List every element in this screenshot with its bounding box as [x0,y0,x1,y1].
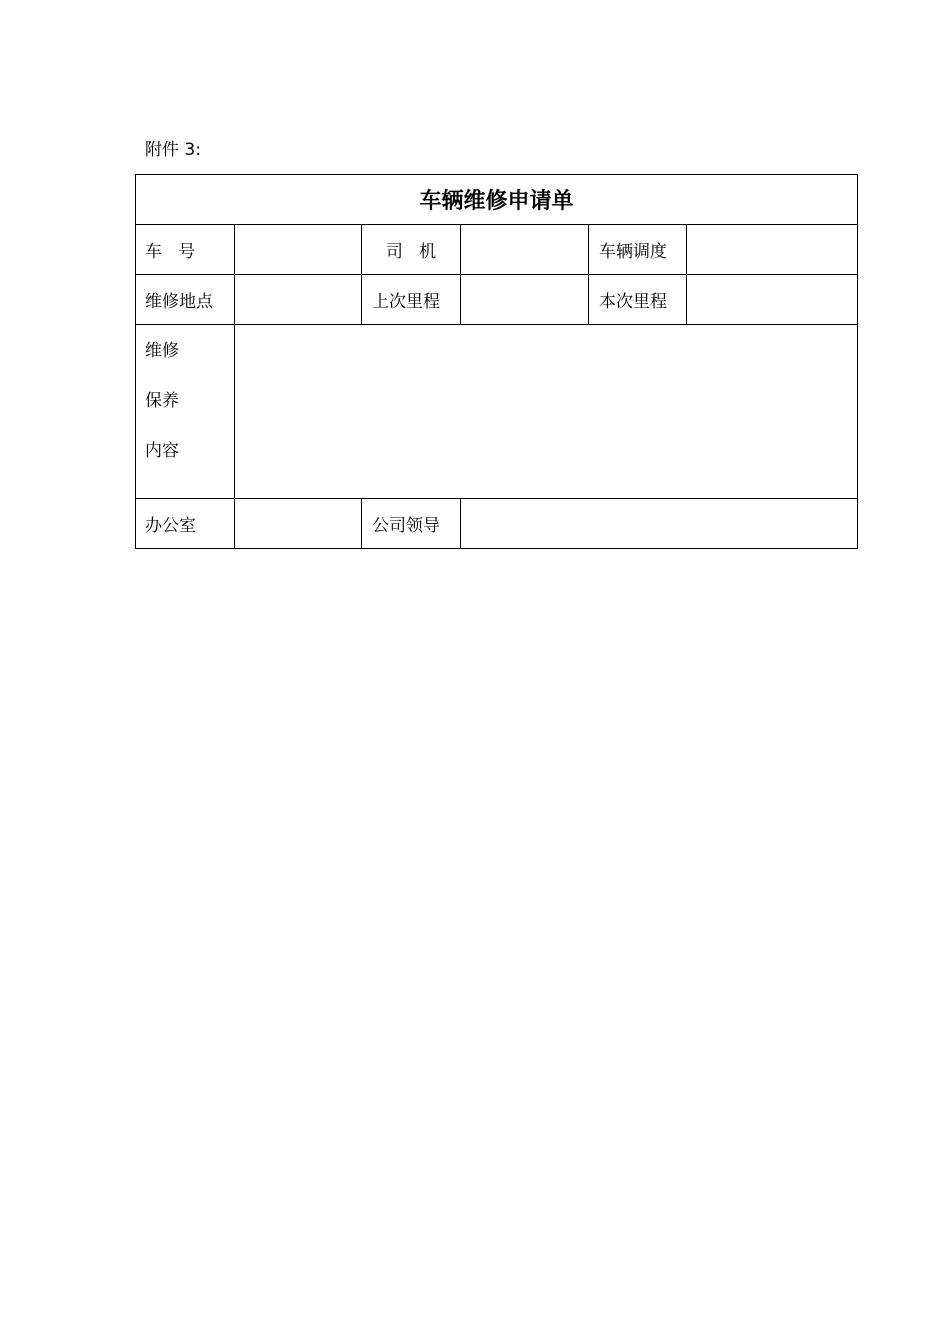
maintenance-content-label [136,325,235,499]
current-mileage-label: 本次里程 [589,275,687,325]
dispatch-label: 车辆调度 [589,225,687,275]
attachment-label: 附件 3: [145,140,201,160]
car-number-field[interactable] [235,225,362,275]
repair-request-form [135,174,858,549]
driver-label: 司 机 [362,225,461,275]
content-label-line: 内容 [145,441,179,461]
maintenance-content-field[interactable] [235,325,858,499]
repair-location-field[interactable] [235,275,362,325]
office-label: 办公室 [136,499,235,549]
office-field[interactable] [235,499,362,549]
content-label-line: 保养 [145,391,179,411]
leader-label: 公司领导 [362,499,461,549]
last-mileage-label: 上次里程 [362,275,461,325]
leader-field[interactable] [461,499,858,549]
repair-location-label: 维修地点 [136,275,235,325]
content-label-line: 维修 [145,341,179,361]
last-mileage-field[interactable] [461,275,589,325]
current-mileage-field[interactable] [687,275,858,325]
driver-field[interactable] [461,225,589,275]
car-number-label: 车 号 [136,225,235,275]
dispatch-field[interactable] [687,225,858,275]
form-title: 车辆维修申请单 [136,175,858,225]
